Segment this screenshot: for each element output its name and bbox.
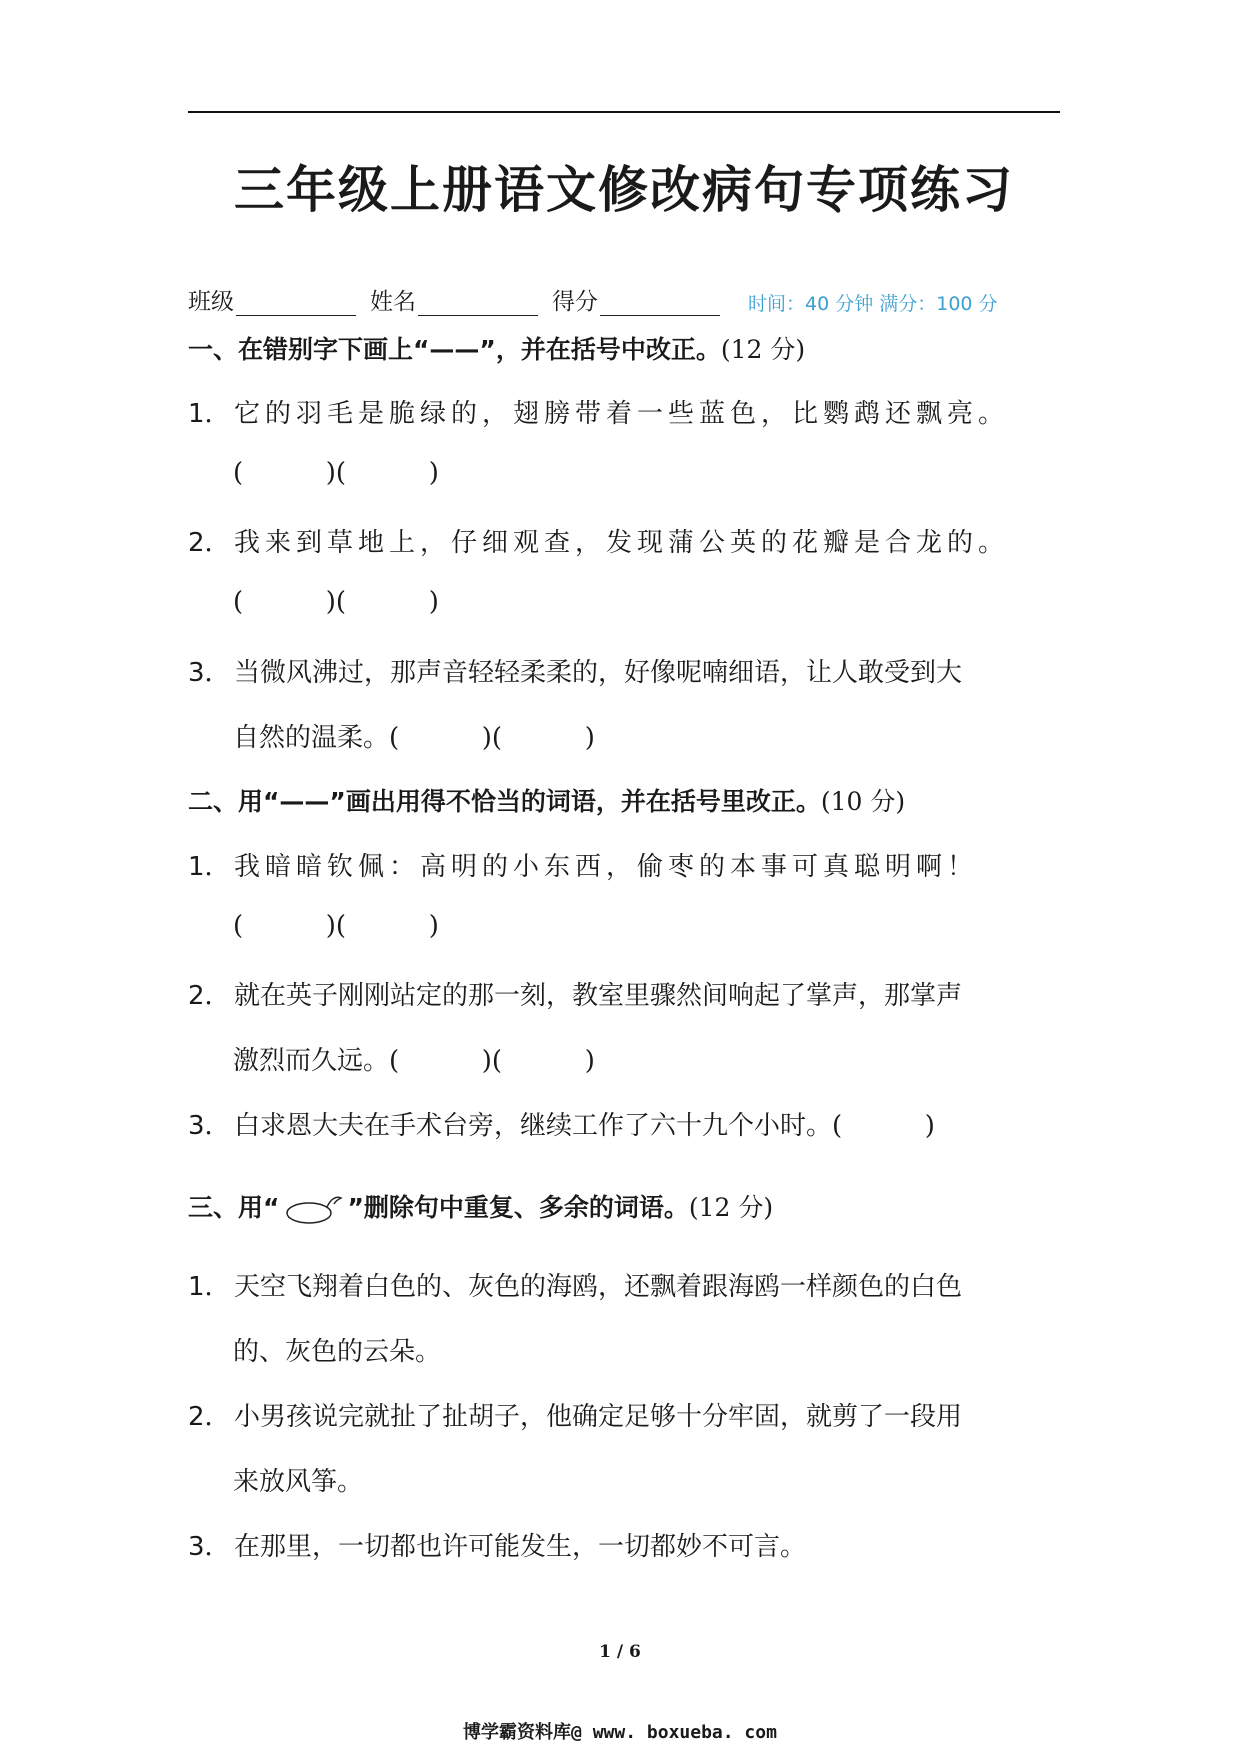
s2-q1-num: 1． bbox=[188, 852, 231, 882]
section1-title-text: 一、在错别字下画上“——”，并在括号中改正。 bbox=[188, 335, 721, 364]
s3-q2 bbox=[188, 1396, 962, 1433]
s1-q2-blanks[interactable]: ( )( ) bbox=[233, 587, 439, 617]
name-label: 姓名 bbox=[370, 289, 416, 315]
s1-q2-text: 我来到草地上，仔细观查，发现蒲公英的花瓣是合龙的。 bbox=[234, 528, 1010, 558]
s2-q3-text[interactable]: 白求恩大夫在手术台旁，继续工作了六十九个小时。( ) bbox=[234, 1111, 935, 1141]
page-title: 三年级上册语文修改病句专项练习 bbox=[234, 160, 1014, 219]
s2-q2-cont[interactable] bbox=[233, 1040, 595, 1077]
s3-q1-text: 天空飞翔着白色的、灰色的海鸥，还飘着跟海鸥一样颜色的白色 bbox=[234, 1272, 963, 1302]
header-rule bbox=[188, 111, 1060, 113]
section2-title bbox=[188, 782, 905, 818]
section3-title bbox=[188, 1188, 773, 1226]
s3-q1-num: 1． bbox=[188, 1272, 231, 1302]
s2-q1-blanks[interactable]: ( )( ) bbox=[233, 911, 439, 941]
student-info-line bbox=[188, 282, 1068, 316]
s2-q3 bbox=[188, 1105, 935, 1142]
section1-points: (12 分) bbox=[720, 335, 806, 364]
s1-q3-cont-text[interactable]: 自然的温柔。( )( ) bbox=[233, 723, 595, 753]
s2-q2-cont-text[interactable]: 激烈而久远。( )( ) bbox=[233, 1046, 595, 1076]
s3-q2-text: 小男孩说完就扯了扯胡子，他确定足够十分牢固，就剪了一段用 bbox=[234, 1402, 963, 1432]
site-watermark[interactable]: 博学霸资料库@ www. boxueba. com bbox=[463, 1722, 777, 1743]
s1-q3-cont[interactable] bbox=[233, 717, 595, 754]
page-number: 1 / 6 bbox=[599, 1642, 641, 1662]
s3-q3 bbox=[188, 1526, 806, 1563]
section2-title-text: 二、用“——”画出用得不恰当的词语，并在括号里改正。 bbox=[188, 787, 821, 816]
s3-q3-num: 3． bbox=[188, 1532, 231, 1562]
section2-points: (10 分) bbox=[820, 787, 906, 816]
s2-q2-num: 2． bbox=[188, 981, 231, 1011]
s1-q1-answer[interactable] bbox=[233, 458, 439, 488]
s1-q1 bbox=[188, 393, 1009, 430]
s2-q3-num: 3． bbox=[188, 1111, 231, 1141]
s2-q2-text: 就在英子刚刚站定的那一刻，教室里骤然间响起了掌声，那掌声 bbox=[234, 981, 963, 1011]
deletion-mark-icon bbox=[281, 1192, 345, 1226]
name-blank[interactable] bbox=[418, 293, 538, 316]
s3-q3-text: 在那里，一切都也许可能发生，一切都妙不可言。 bbox=[234, 1532, 807, 1562]
s1-q3-text: 当微风沸过，那声音轻轻柔柔的，好像呢喃细语，让人敢受到大 bbox=[234, 658, 963, 688]
s1-q1-text: 它的羽毛是脆绿的，翅膀带着一些蓝色，比鹦鹉还飘亮。 bbox=[234, 399, 1010, 429]
class-label: 班级 bbox=[188, 289, 234, 315]
s2-q1 bbox=[188, 846, 978, 883]
s1-q2-answer[interactable] bbox=[233, 587, 439, 617]
s3-q1-cont-text: 的、灰色的云朵。 bbox=[233, 1337, 442, 1367]
s3-q2-cont-text: 来放风筝。 bbox=[233, 1467, 364, 1497]
s2-q2 bbox=[188, 975, 962, 1012]
s3-q1-cont bbox=[233, 1331, 441, 1368]
s1-q3 bbox=[188, 652, 962, 689]
s2-q1-answer[interactable] bbox=[233, 911, 439, 941]
score-field[interactable] bbox=[552, 283, 720, 316]
class-field[interactable] bbox=[188, 283, 356, 316]
section3-points: (12 分) bbox=[688, 1193, 774, 1222]
s2-q1-text: 我暗暗钦佩：高明的小东西，偷枣的本事可真聪明啊！ bbox=[234, 852, 979, 882]
name-field[interactable] bbox=[370, 283, 538, 316]
section3-title-post: ”删除句中重复、多余的词语。 bbox=[347, 1193, 689, 1222]
s1-q1-blanks[interactable]: ( )( ) bbox=[233, 458, 439, 488]
section1-title bbox=[188, 330, 805, 366]
time-info: 时间：40 分钟 满分：100 分 bbox=[748, 293, 998, 315]
s1-q3-num: 3． bbox=[188, 658, 231, 688]
class-blank[interactable] bbox=[236, 293, 356, 316]
s1-q2-num: 2． bbox=[188, 528, 231, 558]
section3-title-pre: 三、用“ bbox=[188, 1193, 280, 1222]
score-blank[interactable] bbox=[600, 293, 720, 316]
s1-q2 bbox=[188, 522, 1009, 559]
s3-q1 bbox=[188, 1266, 962, 1303]
s3-q2-cont bbox=[233, 1461, 363, 1498]
s3-q2-num: 2． bbox=[188, 1402, 231, 1432]
score-label: 得分 bbox=[552, 289, 598, 315]
s1-q1-num: 1． bbox=[188, 399, 231, 429]
